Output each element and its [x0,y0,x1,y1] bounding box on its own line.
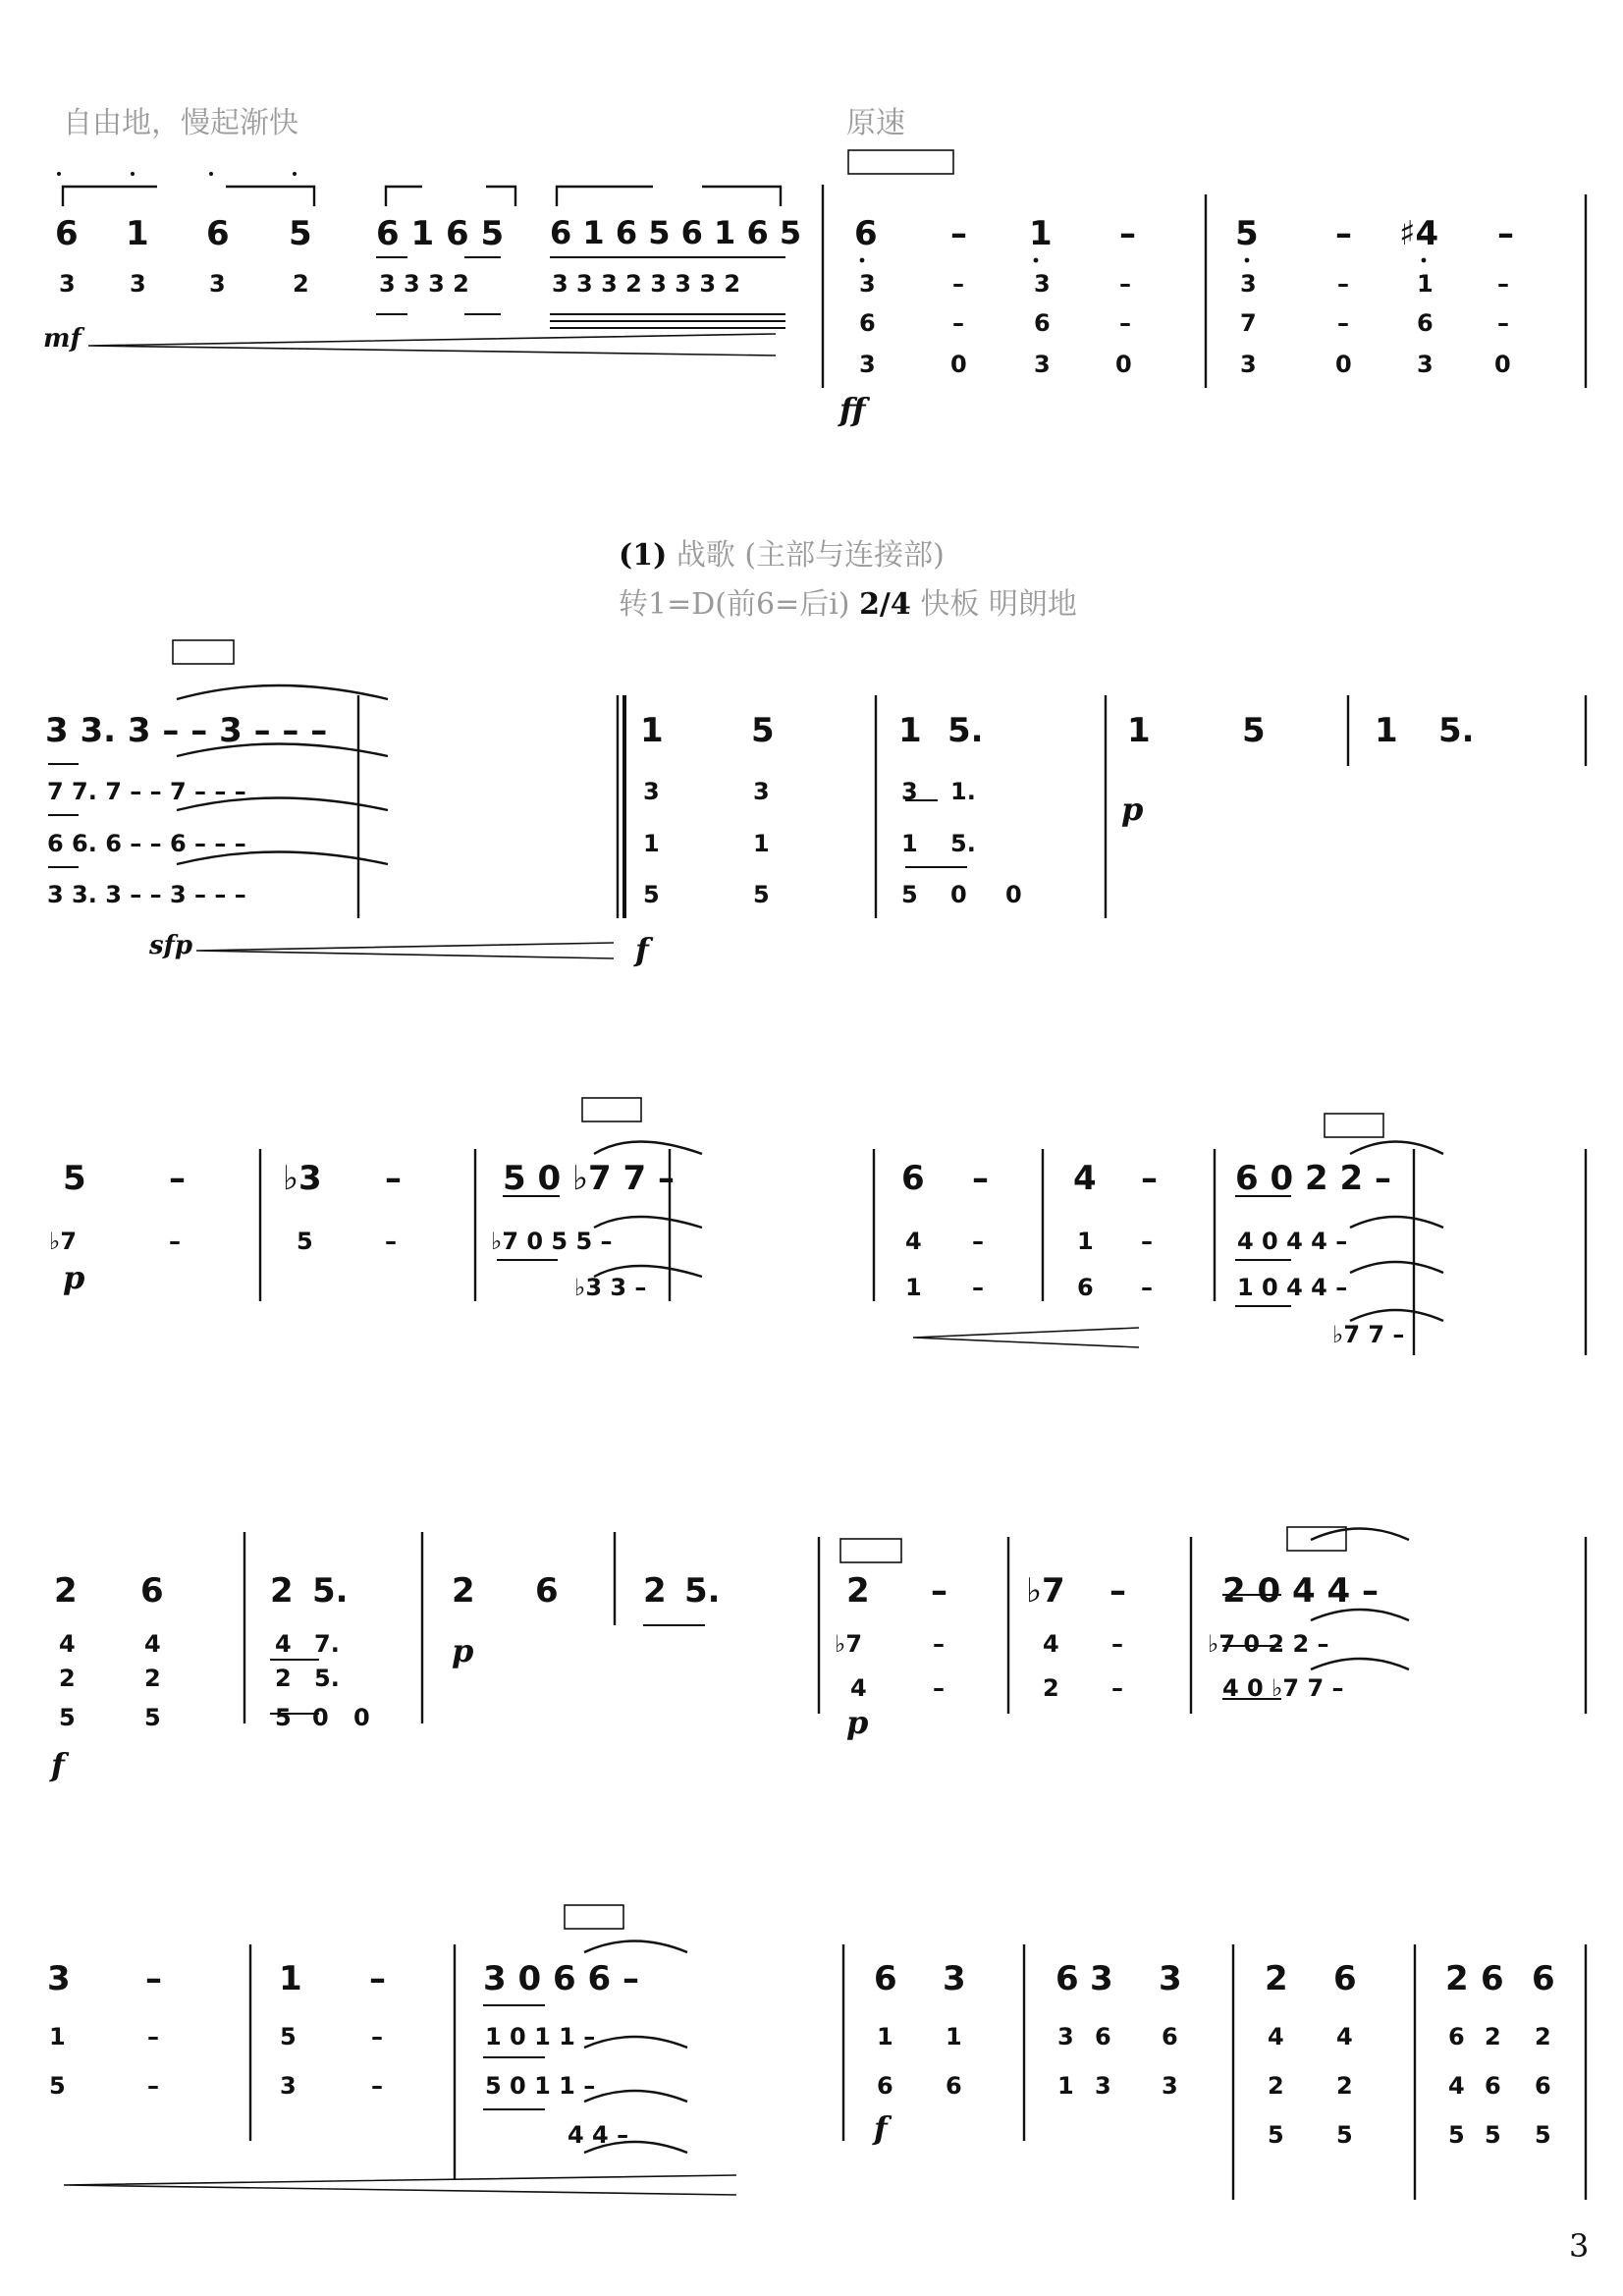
rest: 0 [1335,351,1352,378]
chord-row: 7 7. 7 – – 7 – – – [47,778,246,805]
dash: – [933,1630,945,1658]
note: 5 [1336,2121,1353,2149]
note-group: 3 3 3 2 3 3 3 2 [552,270,741,298]
note-group: ♭7 0 5 5 – [491,1228,613,1255]
note: 6 [1333,1959,1357,1998]
note: 1 [1375,711,1398,750]
note: 3 [47,1959,71,1998]
note-group: 1 0 1 1 – [485,2023,596,2050]
note: 1 [753,830,770,857]
dash: – [1141,1228,1153,1255]
note: 2 [452,1571,475,1611]
note: 3 [1240,351,1257,378]
note: 2 [643,1571,667,1611]
dash: – [1497,270,1509,298]
dash: – [1111,1674,1123,1702]
note: 2 [270,1571,294,1611]
note: 2 [1485,2023,1501,2050]
note-group: 4 4 – [568,2121,629,2149]
note: 1 [49,2023,66,2050]
note: 1 [946,2023,962,2050]
note: 4 [1336,2023,1353,2050]
dynamic-mf: mf [43,324,81,354]
note: 4 [1043,1630,1059,1658]
note: 4 [275,1630,292,1658]
section-key [619,579,1077,623]
note: 5 [1242,711,1266,750]
note: 6 [1095,2023,1111,2050]
note: 6 [854,214,878,253]
note: 5. [312,1571,349,1611]
note: 6 [859,309,876,337]
rest: 0 [1005,881,1022,908]
note: 3 [753,778,770,805]
note: 1 [640,711,664,750]
note: 3 [859,351,876,378]
note: 6 [1417,309,1434,337]
note: ♭3 [283,1159,322,1198]
dash: – [1141,1274,1153,1301]
note: 5 [1448,2121,1465,2149]
note-group: 4 0 ♭7 7 – [1222,1674,1344,1702]
note: ♭7 [835,1630,863,1658]
note: ♯4 [1399,214,1439,253]
note: 6 [140,1571,164,1611]
note: 3 [280,2072,297,2100]
dash: – [972,1274,984,1301]
rest: 0 [1494,351,1511,378]
note: 2 [1265,1959,1288,1998]
note: 6 [901,1159,925,1198]
note: 2 [1268,2072,1284,2100]
note: 6 [1535,2072,1551,2100]
note: 2 [54,1571,78,1611]
section-title [619,530,945,574]
dynamic-f: f [874,2109,888,2147]
note: 5 [297,1228,313,1255]
note-group: 1 0 4 4 – [1237,1274,1348,1301]
note: 3 [209,270,226,298]
dash: – [1497,214,1514,253]
dynamic-p: p [452,1632,474,1669]
note: 2 [59,1665,76,1692]
note: 6 [1162,2023,1178,2050]
dash: – [147,2072,159,2100]
note: 3 [859,270,876,298]
note: 5. [950,830,976,857]
dynamic-f: f [51,1746,65,1783]
note: 6 [535,1571,559,1611]
note: 4 [59,1630,76,1658]
note: 4 [850,1674,867,1702]
note: 6 [877,2072,893,2100]
time-signature: 2/4 [859,587,911,622]
note: 5 [1485,2121,1501,2149]
note: 5 [901,881,918,908]
note: 5 [1535,2121,1551,2149]
dash: – [1111,1630,1123,1658]
dash: – [1337,270,1349,298]
note: 2 [846,1571,870,1611]
note: 5 [751,711,775,750]
note-group: 5 0 1 1 – [485,2072,596,2100]
dash: – [385,1159,402,1198]
note: 6 [206,214,230,253]
note: 5. [684,1571,721,1611]
note: 1 [279,1959,302,1998]
note: 5 [63,1159,86,1198]
rest: 0 [1115,351,1132,378]
note: 2 [1043,1674,1059,1702]
rest: 0 [950,351,967,378]
note: 2 [1535,2023,1551,2050]
dash: – [145,1959,162,1998]
note: 1 [898,711,922,750]
note: 3 [1162,2072,1178,2100]
dash: – [1119,270,1131,298]
note-group: ♭3 3 – [574,1274,647,1301]
note-group: 6 1 6 5 6 1 6 5 [550,214,802,251]
note: 6 [1485,2072,1501,2100]
dynamic-p: p [63,1259,85,1296]
dash: – [972,1159,989,1198]
dash: – [1119,214,1136,253]
dash: – [385,1228,397,1255]
note: 4 [1268,2023,1284,2050]
note: 5 [289,214,312,253]
note: 6 [1481,1959,1504,1998]
note: 5 [643,881,660,908]
chord-row: 6 6. 6 – – 6 – – – [47,830,246,857]
dash: – [1119,309,1131,337]
dash: – [1335,214,1352,253]
note: 2 [1445,1959,1469,1998]
note: 3 [1034,351,1051,378]
note: 6 [1034,309,1051,337]
note: ♭7 [49,1228,78,1255]
note: 6 [874,1959,897,1998]
dynamic-p: p [846,1704,869,1741]
rest: 0 [353,1704,370,1731]
note: 5. [314,1665,340,1692]
note: 1 [643,830,660,857]
note-group: 3 0 6 6 – [483,1959,639,1998]
dash: – [972,1228,984,1255]
rest: 0 [312,1704,329,1731]
note: 5 [59,1704,76,1731]
note: 5 [753,881,770,908]
note: 6 [1448,2023,1465,2050]
dash: – [950,214,967,253]
note: 3 [1159,1959,1182,1998]
note: 1 [901,830,918,857]
dash: – [1337,309,1349,337]
note: 5 [49,2072,66,2100]
note: 6 [1532,1959,1555,1998]
note-group: 3 3 3 2 [379,270,469,298]
tempo-word: 快板 [920,587,980,622]
note: 3 [943,1959,966,1998]
dash: – [371,2023,383,2050]
note: 1 [1057,2072,1074,2100]
mood-word: 明朗地 [988,587,1077,622]
note: 1 [126,214,149,253]
note: 2 [275,1665,292,1692]
dynamic-sfp: sfp [149,931,193,960]
note: 7 [1240,309,1257,337]
note-group: 6 0 2 2 – [1235,1159,1391,1198]
note: 5 [275,1704,292,1731]
note: 5 [144,1704,161,1731]
note: 3 [1240,270,1257,298]
note: 4 [144,1630,161,1658]
note: 3 [1095,2072,1111,2100]
dash: – [147,2023,159,2050]
note: 3 [1034,270,1051,298]
page-number: 3 [1569,2227,1590,2265]
note: 6 [1077,1274,1094,1301]
dash: – [952,309,964,337]
dash: – [169,1159,186,1198]
dash: – [931,1571,947,1611]
section-subtitle: (主部与连接部) [744,538,945,573]
note: 1 [1127,711,1151,750]
note: 2 [1336,2072,1353,2100]
chord-row: 3 3. 3 – – 3 – – – [47,881,246,908]
section-name: 战歌 [676,538,735,573]
note: 6 [1055,1959,1079,1998]
dash: – [1109,1571,1126,1611]
note: 7. [314,1630,340,1658]
note-group: 4 0 4 4 – [1237,1228,1348,1255]
tempo-original: 原速 [846,106,905,140]
note-group: ♭7 0 2 2 – [1208,1630,1329,1658]
note: 4 [1448,2072,1465,2100]
dynamic-f: f [635,931,649,968]
dash: – [1141,1159,1158,1198]
dynamic-ff: ff [839,391,866,428]
note: 1 [1077,1228,1094,1255]
note: 3 [1417,351,1434,378]
note: 4 [1073,1159,1097,1198]
dash: – [371,2072,383,2100]
note: 5. [1438,711,1475,750]
note: 2 [293,270,309,298]
note: 5 [1235,214,1259,253]
note-group: 6 1 6 5 [376,214,505,253]
note: 5 [1268,2121,1284,2149]
tempo-free: 自由地，慢起渐快 [63,106,298,140]
note-group: 5 0 ♭7 7 – [503,1159,676,1198]
note: 2 [144,1665,161,1692]
note: 1. [950,778,976,805]
chord-row: 3 3. 3 – – 3 – – – [45,711,328,750]
dash: – [1497,309,1509,337]
dash: – [952,270,964,298]
note: 3 [1090,1959,1113,1998]
note: 1 [1417,270,1434,298]
note: 3 [643,778,660,805]
note: 1 [877,2023,893,2050]
note: 3 [1057,2023,1074,2050]
key-change: 转1=D(前6=后i) [619,587,850,622]
note: 4 [905,1228,922,1255]
dynamic-p: p [1121,791,1144,828]
dash: – [369,1959,386,1998]
note: 6 [55,214,79,253]
note: 6 [946,2072,962,2100]
note: 5 [280,2023,297,2050]
note: 1 [905,1274,922,1301]
note: 5. [947,711,984,750]
note-group: ♭7 7 – [1332,1321,1405,1348]
note: 3 [901,778,918,805]
note: 3 [59,270,76,298]
section-number: (1) [619,538,668,573]
rest: 0 [950,881,967,908]
note: ♭7 [1026,1571,1065,1611]
dash: – [933,1674,945,1702]
note: 3 [130,270,146,298]
note: 1 [1029,214,1053,253]
dash: – [169,1228,181,1255]
note-group: 2 0 4 4 – [1222,1571,1379,1611]
